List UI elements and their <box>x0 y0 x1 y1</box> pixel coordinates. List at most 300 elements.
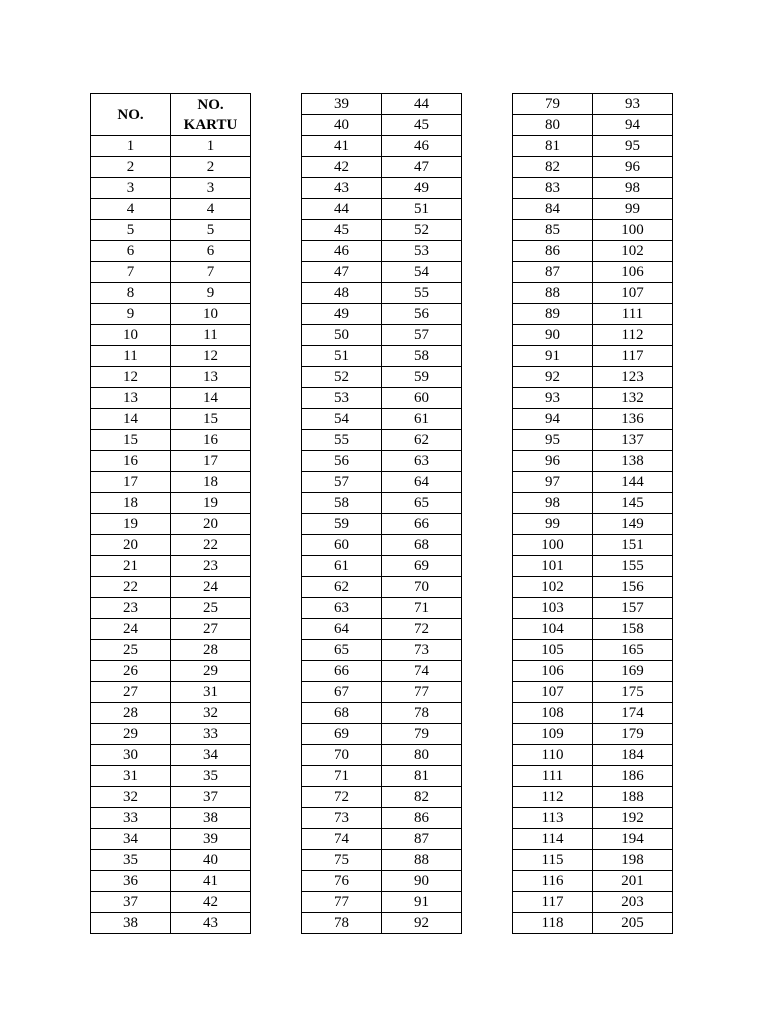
row-number-cell: 17 <box>91 472 171 493</box>
row-number-cell: 13 <box>91 388 171 409</box>
table-row <box>513 472 673 493</box>
card-number-cell: 107 <box>593 283 673 304</box>
card-number-cell: 29 <box>171 661 251 682</box>
table-row <box>302 283 462 304</box>
card-number-cell: 46 <box>382 136 462 157</box>
table-row <box>513 682 673 703</box>
table-row <box>302 514 462 535</box>
table-row <box>91 325 251 346</box>
card-number-cell: 64 <box>382 472 462 493</box>
row-number-cell: 108 <box>513 703 593 724</box>
row-number-cell: 70 <box>302 745 382 766</box>
card-number-cell: 14 <box>171 388 251 409</box>
card-number-cell: 157 <box>593 598 673 619</box>
row-number-cell: 2 <box>91 157 171 178</box>
table-row <box>513 577 673 598</box>
table-row <box>302 556 462 577</box>
table-row <box>513 262 673 283</box>
row-number-cell: 62 <box>302 577 382 598</box>
table-row <box>513 514 673 535</box>
row-number-cell: 58 <box>302 493 382 514</box>
table-row <box>302 262 462 283</box>
card-number-cell: 188 <box>593 787 673 808</box>
card-number-cell: 13 <box>171 367 251 388</box>
table-row <box>91 493 251 514</box>
card-number-cell: 155 <box>593 556 673 577</box>
row-number-cell: 107 <box>513 682 593 703</box>
row-number-cell: 115 <box>513 850 593 871</box>
row-number-cell: 15 <box>91 430 171 451</box>
card-number-cell: 145 <box>593 493 673 514</box>
card-number-cell: 44 <box>382 94 462 115</box>
row-number-cell: 98 <box>513 493 593 514</box>
table-row <box>513 115 673 136</box>
row-number-cell: 113 <box>513 808 593 829</box>
card-number-cell: 61 <box>382 409 462 430</box>
table-row <box>513 766 673 787</box>
row-number-cell: 89 <box>513 304 593 325</box>
row-number-cell: 36 <box>91 871 171 892</box>
card-number-cell: 205 <box>593 913 673 934</box>
card-number-cell: 149 <box>593 514 673 535</box>
table-row <box>513 178 673 199</box>
table-row <box>91 682 251 703</box>
table-row <box>91 850 251 871</box>
card-number-cell: 19 <box>171 493 251 514</box>
table-row <box>302 367 462 388</box>
table-row <box>91 220 251 241</box>
row-number-cell: 81 <box>513 136 593 157</box>
table-row <box>513 619 673 640</box>
row-number-cell: 67 <box>302 682 382 703</box>
row-number-cell: 110 <box>513 745 593 766</box>
card-number-cell: 55 <box>382 283 462 304</box>
card-number-cell: 78 <box>382 703 462 724</box>
card-number-cell: 15 <box>171 409 251 430</box>
card-number-cell: 203 <box>593 892 673 913</box>
row-number-cell: 25 <box>91 640 171 661</box>
card-number-cell: 4 <box>171 199 251 220</box>
card-table-column-3 <box>512 93 673 934</box>
row-number-cell: 114 <box>513 829 593 850</box>
card-number-cell: 184 <box>593 745 673 766</box>
table-row <box>513 892 673 913</box>
table-row <box>91 241 251 262</box>
row-number-cell: 54 <box>302 409 382 430</box>
row-number-cell: 94 <box>513 409 593 430</box>
table-row <box>91 430 251 451</box>
row-number-cell: 59 <box>302 514 382 535</box>
row-number-cell: 26 <box>91 661 171 682</box>
card-number-cell: 165 <box>593 640 673 661</box>
row-number-cell: 95 <box>513 430 593 451</box>
table-header-row <box>91 94 251 136</box>
table-row <box>91 535 251 556</box>
table-row <box>513 493 673 514</box>
row-number-cell: 103 <box>513 598 593 619</box>
card-number-cell: 102 <box>593 241 673 262</box>
table-row <box>91 367 251 388</box>
card-number-cell: 201 <box>593 871 673 892</box>
table-row <box>513 640 673 661</box>
card-number-cell: 3 <box>171 178 251 199</box>
table-row <box>302 787 462 808</box>
row-number-cell: 97 <box>513 472 593 493</box>
table-row <box>302 640 462 661</box>
card-number-cell: 11 <box>171 325 251 346</box>
table-row <box>302 745 462 766</box>
card-number-cell: 42 <box>171 892 251 913</box>
table-row <box>302 577 462 598</box>
card-number-cell: 35 <box>171 766 251 787</box>
table-row <box>91 157 251 178</box>
card-number-cell: 38 <box>171 808 251 829</box>
card-number-cell: 88 <box>382 850 462 871</box>
card-number-cell: 69 <box>382 556 462 577</box>
card-number-cell: 137 <box>593 430 673 451</box>
table-row <box>302 157 462 178</box>
table-row <box>91 913 251 934</box>
table-row <box>302 682 462 703</box>
card-number-cell: 86 <box>382 808 462 829</box>
card-number-cell: 10 <box>171 304 251 325</box>
row-number-cell: 116 <box>513 871 593 892</box>
table-row <box>91 283 251 304</box>
card-number-cell: 144 <box>593 472 673 493</box>
table-row <box>91 724 251 745</box>
card-table-column-2 <box>301 93 462 934</box>
row-number-cell: 71 <box>302 766 382 787</box>
row-number-cell: 4 <box>91 199 171 220</box>
row-number-cell: 45 <box>302 220 382 241</box>
card-number-cell: 16 <box>171 430 251 451</box>
row-number-cell: 92 <box>513 367 593 388</box>
table-row <box>302 661 462 682</box>
row-number-cell: 52 <box>302 367 382 388</box>
card-number-cell: 23 <box>171 556 251 577</box>
row-number-cell: 84 <box>513 199 593 220</box>
card-number-cell: 25 <box>171 598 251 619</box>
row-number-cell: 35 <box>91 850 171 871</box>
card-number-cell: 81 <box>382 766 462 787</box>
card-number-cell: 151 <box>593 535 673 556</box>
card-number-cell: 66 <box>382 514 462 535</box>
table-row <box>513 241 673 262</box>
card-number-cell: 175 <box>593 682 673 703</box>
row-number-cell: 63 <box>302 598 382 619</box>
card-number-cell: 43 <box>171 913 251 934</box>
table-row <box>513 451 673 472</box>
row-number-cell: 43 <box>302 178 382 199</box>
table-row <box>513 787 673 808</box>
table-row <box>302 703 462 724</box>
card-number-cell: 79 <box>382 724 462 745</box>
table-row <box>91 703 251 724</box>
card-number-cell: 37 <box>171 787 251 808</box>
row-number-cell: 75 <box>302 850 382 871</box>
row-number-cell: 106 <box>513 661 593 682</box>
card-number-cell: 12 <box>171 346 251 367</box>
card-number-cell: 52 <box>382 220 462 241</box>
row-number-cell: 3 <box>91 178 171 199</box>
row-number-cell: 80 <box>513 115 593 136</box>
row-number-cell: 29 <box>91 724 171 745</box>
table-row <box>91 178 251 199</box>
table-row <box>91 808 251 829</box>
row-number-cell: 9 <box>91 304 171 325</box>
row-number-cell: 23 <box>91 598 171 619</box>
row-number-cell: 64 <box>302 619 382 640</box>
row-number-cell: 118 <box>513 913 593 934</box>
table-row <box>513 430 673 451</box>
table-row <box>513 703 673 724</box>
row-number-cell: 100 <box>513 535 593 556</box>
table-row <box>302 493 462 514</box>
table-row <box>513 409 673 430</box>
card-number-cell: 158 <box>593 619 673 640</box>
card-number-cell: 94 <box>593 115 673 136</box>
table-row <box>302 724 462 745</box>
row-number-cell: 50 <box>302 325 382 346</box>
card-number-cell: 20 <box>171 514 251 535</box>
card-number-cell: 49 <box>382 178 462 199</box>
table-row <box>302 94 462 115</box>
card-number-cell: 77 <box>382 682 462 703</box>
table-row <box>91 640 251 661</box>
row-number-cell: 10 <box>91 325 171 346</box>
row-number-cell: 24 <box>91 619 171 640</box>
table-row <box>302 871 462 892</box>
card-number-cell: 136 <box>593 409 673 430</box>
row-number-cell: 117 <box>513 892 593 913</box>
table-row <box>513 157 673 178</box>
row-number-cell: 111 <box>513 766 593 787</box>
card-number-cell: 96 <box>593 157 673 178</box>
table-row <box>513 220 673 241</box>
row-number-cell: 112 <box>513 787 593 808</box>
card-number-cell: 90 <box>382 871 462 892</box>
table-row <box>513 724 673 745</box>
row-number-cell: 101 <box>513 556 593 577</box>
card-number-cell: 33 <box>171 724 251 745</box>
table-row <box>302 808 462 829</box>
row-number-cell: 32 <box>91 787 171 808</box>
card-number-cell: 68 <box>382 535 462 556</box>
card-number-cell: 111 <box>593 304 673 325</box>
card-number-cell: 5 <box>171 220 251 241</box>
table-row <box>302 136 462 157</box>
row-number-cell: 105 <box>513 640 593 661</box>
row-number-cell: 55 <box>302 430 382 451</box>
table-row <box>302 472 462 493</box>
row-number-cell: 93 <box>513 388 593 409</box>
table-row <box>513 283 673 304</box>
card-number-cell: 57 <box>382 325 462 346</box>
card-number-cell: 17 <box>171 451 251 472</box>
table-row <box>302 220 462 241</box>
row-number-cell: 40 <box>302 115 382 136</box>
row-number-cell: 18 <box>91 493 171 514</box>
table-row <box>513 556 673 577</box>
card-number-cell: 106 <box>593 262 673 283</box>
table-row <box>513 745 673 766</box>
row-number-cell: 41 <box>302 136 382 157</box>
table-row <box>302 325 462 346</box>
table-row <box>91 766 251 787</box>
table-row <box>513 850 673 871</box>
table-row <box>302 430 462 451</box>
row-number-cell: 46 <box>302 241 382 262</box>
card-number-cell: 91 <box>382 892 462 913</box>
row-number-cell: 27 <box>91 682 171 703</box>
row-number-cell: 21 <box>91 556 171 577</box>
card-number-cell: 93 <box>593 94 673 115</box>
table-row <box>302 892 462 913</box>
card-number-cell: 58 <box>382 346 462 367</box>
row-number-cell: 90 <box>513 325 593 346</box>
table-row <box>91 409 251 430</box>
table-row <box>91 556 251 577</box>
card-number-cell: 74 <box>382 661 462 682</box>
row-number-cell: 83 <box>513 178 593 199</box>
card-number-cell: 87 <box>382 829 462 850</box>
row-number-cell: 104 <box>513 619 593 640</box>
card-number-cell: 41 <box>171 871 251 892</box>
card-number-cell: 53 <box>382 241 462 262</box>
table-row <box>302 304 462 325</box>
row-number-cell: 38 <box>91 913 171 934</box>
row-number-cell: 28 <box>91 703 171 724</box>
row-number-cell: 44 <box>302 199 382 220</box>
row-number-cell: 12 <box>91 367 171 388</box>
table-row <box>302 346 462 367</box>
card-number-cell: 198 <box>593 850 673 871</box>
row-number-cell: 86 <box>513 241 593 262</box>
row-number-cell: 74 <box>302 829 382 850</box>
table-row <box>91 619 251 640</box>
table-row <box>513 367 673 388</box>
row-number-cell: 31 <box>91 766 171 787</box>
row-number-cell: 68 <box>302 703 382 724</box>
row-number-cell: 8 <box>91 283 171 304</box>
table-row <box>513 535 673 556</box>
table-row <box>302 619 462 640</box>
table-row <box>302 850 462 871</box>
table-row <box>513 304 673 325</box>
card-number-cell: 1 <box>171 136 251 157</box>
row-number-cell: 99 <box>513 514 593 535</box>
row-number-cell: 76 <box>302 871 382 892</box>
table-row <box>302 199 462 220</box>
card-number-cell: 99 <box>593 199 673 220</box>
card-number-cell: 72 <box>382 619 462 640</box>
row-number-cell: 49 <box>302 304 382 325</box>
row-number-cell: 91 <box>513 346 593 367</box>
card-number-cell: 169 <box>593 661 673 682</box>
table-row <box>302 241 462 262</box>
row-number-cell: 22 <box>91 577 171 598</box>
row-number-cell: 5 <box>91 220 171 241</box>
table-row <box>513 388 673 409</box>
row-number-cell: 88 <box>513 283 593 304</box>
table-row <box>91 514 251 535</box>
card-number-cell: 70 <box>382 577 462 598</box>
table-row <box>91 304 251 325</box>
table-row <box>91 745 251 766</box>
table-row <box>513 871 673 892</box>
row-number-cell: 19 <box>91 514 171 535</box>
card-number-cell: 92 <box>382 913 462 934</box>
card-table-column-1 <box>90 93 251 934</box>
card-number-cell: 186 <box>593 766 673 787</box>
table-row <box>91 871 251 892</box>
row-number-cell: 7 <box>91 262 171 283</box>
card-number-cell: 194 <box>593 829 673 850</box>
card-number-cell: 95 <box>593 136 673 157</box>
card-number-cell: 123 <box>593 367 673 388</box>
card-number-cell: 138 <box>593 451 673 472</box>
card-number-cell: 60 <box>382 388 462 409</box>
table-row <box>513 598 673 619</box>
table-row <box>513 199 673 220</box>
row-number-cell: 47 <box>302 262 382 283</box>
row-number-cell: 82 <box>513 157 593 178</box>
row-number-cell: 65 <box>302 640 382 661</box>
table-row <box>513 913 673 934</box>
card-number-cell: 192 <box>593 808 673 829</box>
row-number-cell: 51 <box>302 346 382 367</box>
card-number-cell: 82 <box>382 787 462 808</box>
row-number-cell: 30 <box>91 745 171 766</box>
table-row <box>302 388 462 409</box>
row-number-cell: 96 <box>513 451 593 472</box>
row-number-cell: 85 <box>513 220 593 241</box>
row-number-cell: 56 <box>302 451 382 472</box>
row-number-cell: 102 <box>513 577 593 598</box>
row-number-cell: 61 <box>302 556 382 577</box>
table-row <box>91 199 251 220</box>
table-row <box>91 451 251 472</box>
card-number-cell: 98 <box>593 178 673 199</box>
row-number-cell: 57 <box>302 472 382 493</box>
row-number-cell: 39 <box>302 94 382 115</box>
row-number-cell: 69 <box>302 724 382 745</box>
table-row <box>91 598 251 619</box>
table-row <box>302 598 462 619</box>
table-row <box>513 136 673 157</box>
table-row <box>91 346 251 367</box>
card-number-cell: 112 <box>593 325 673 346</box>
table-row <box>91 892 251 913</box>
row-number-cell: 42 <box>302 157 382 178</box>
table-row <box>91 472 251 493</box>
row-number-cell: 11 <box>91 346 171 367</box>
card-number-cell: 59 <box>382 367 462 388</box>
row-number-cell: 72 <box>302 787 382 808</box>
table-row <box>91 577 251 598</box>
row-number-cell: 16 <box>91 451 171 472</box>
table-row <box>513 661 673 682</box>
card-number-cell: 54 <box>382 262 462 283</box>
card-number-cell: 34 <box>171 745 251 766</box>
card-number-cell: 156 <box>593 577 673 598</box>
table-row <box>302 409 462 430</box>
table-row <box>302 115 462 136</box>
table-row <box>302 913 462 934</box>
card-number-cell: 47 <box>382 157 462 178</box>
card-number-cell: 32 <box>171 703 251 724</box>
row-number-cell: 66 <box>302 661 382 682</box>
